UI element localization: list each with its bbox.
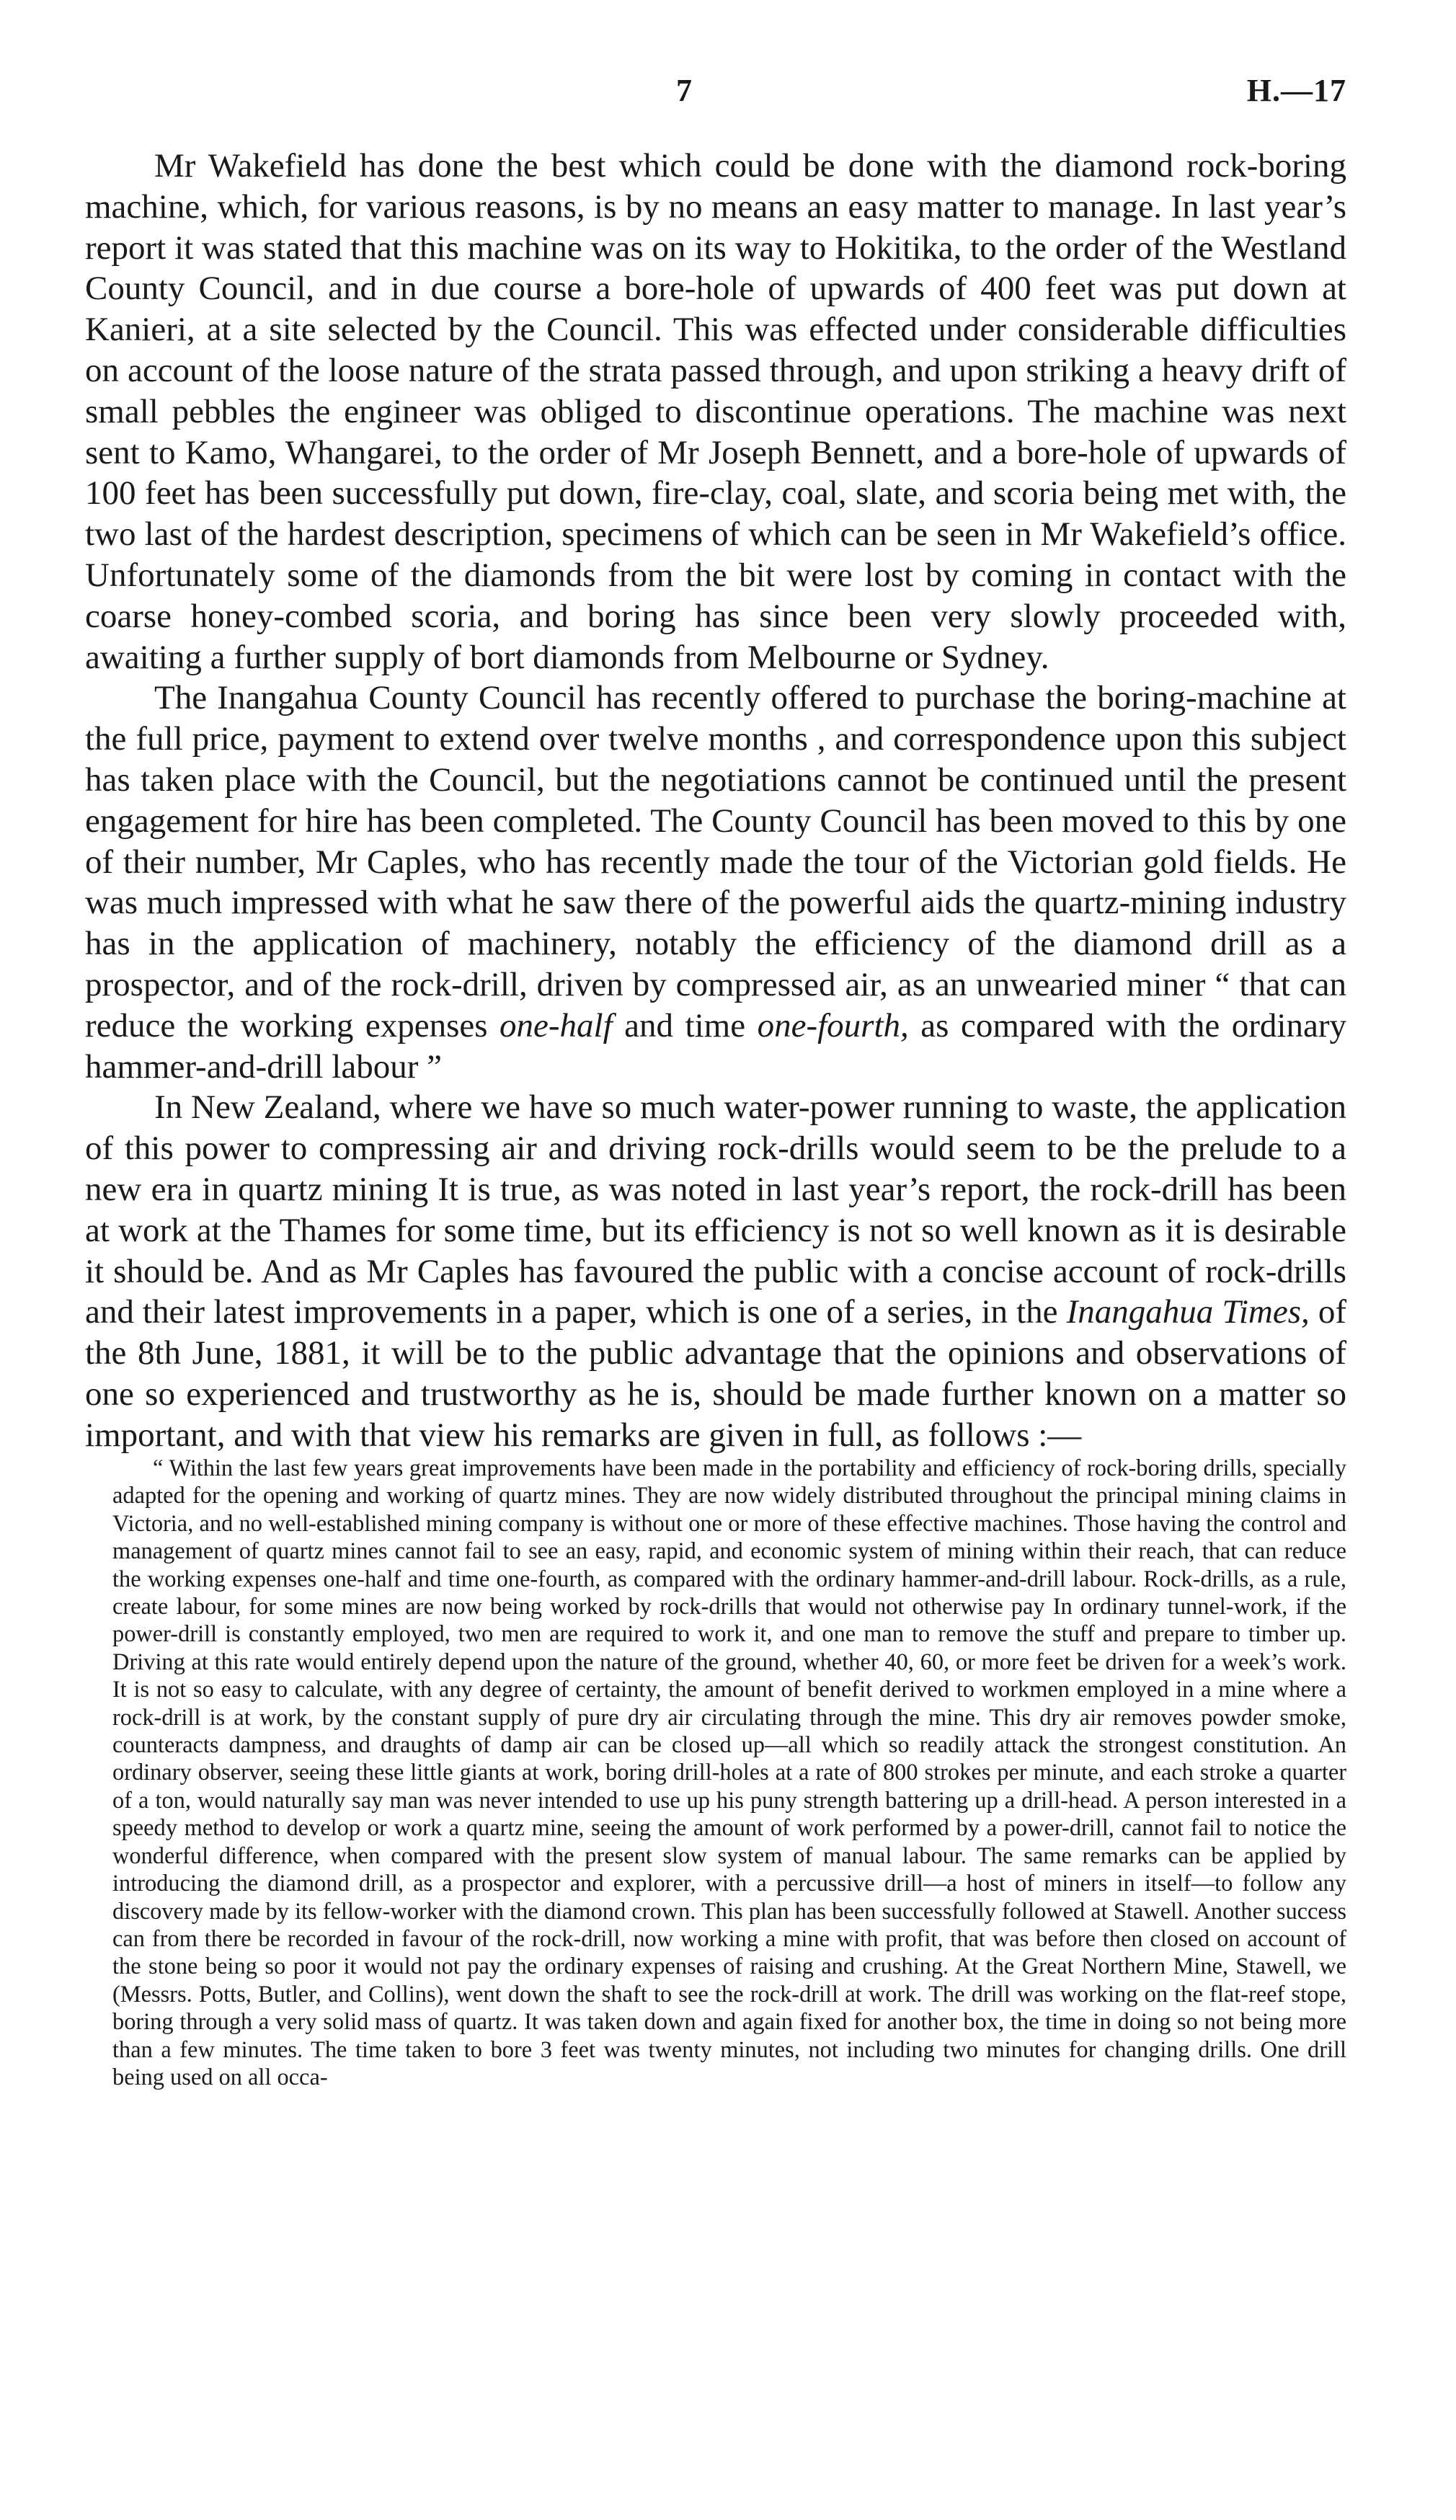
paragraph-text: and time <box>612 1006 758 1044</box>
document-page <box>85 0 1346 2520</box>
newspaper-title: Inangahua Times, <box>1066 1293 1310 1331</box>
italic-phrase: one-half <box>500 1006 613 1044</box>
main-body-text <box>85 146 1346 1456</box>
paragraph-text: of the 8th June, 1881, it will be to the public advantage that the opinions and observations of one so experienced and trustworthy as he is, should be made further known on a matter so important, and with that view his remarks are given in full, as follows :— <box>85 1293 1346 1454</box>
paragraph-inangahua-council <box>85 678 1346 1087</box>
paragraph-text: as compared with the ordinary hammer-and-drill labour ” <box>85 1006 1346 1086</box>
page-header <box>85 72 1346 115</box>
paragraph-text: The Inangahua County Council has recently offered to purchase the boring-machine at the full price, payment to extend over twelve months , and correspondence upon this subject has taken place with the Council, but the negotiations cannot be continued until the present engagement for hire has been completed. The County Council has been moved to this by one of their number, Mr Caples, who has recently made the tour of the Victorian gold fields. He was much impressed with what he saw there of the powerful aids the quartz-mining industry has in the application of machinery, notably the efficiency of the diamond drill as a prospector, and of the rock-drill, driven by compressed air, as an unwearied miner “ that can reduce the working expenses <box>85 679 1346 1044</box>
paragraph-text: In New Zealand, where we have so much water-power running to waste, the application of this power to compressing air and driving rock-drills would seem to be the prelude to a new era in quartz mining It is true, as was noted in last year’s report, the rock-drill has been at work at the Thames for some time, but its efficiency is not so well known as it is desirable it should be. And as Mr Caples has favoured the public with a concise account of rock-drills and their latest improvements in a paper, which is one of a series, in the <box>85 1088 1346 1331</box>
quoted-remarks <box>112 1455 1346 2091</box>
italic-phrase: one-fourth, <box>757 1006 909 1044</box>
paragraph-new-zealand <box>85 1087 1346 1455</box>
document-reference: H.—17 <box>1246 73 1346 108</box>
quote-paragraph: “ Within the last few years great improvements have been made in the portability and efficiency of rock-boring drills, specially adapted for the opening and working of quartz mines. They are now widely distributed throughout the principal mining claims in Victoria, and no well-established mining company is without one or more of these effective machines. Those having the control and management of quartz mines cannot fail to see an easy, rapid, and economic system of mining within their reach, that can reduce the working expenses one-half and time one-fourth, as compared with the ordinary hammer-and-drill labour. Rock-drills, as a rule, create labour, for some mines are now being worked by rock-drills that would not otherwise pay In ordinary tunnel-work, if the power-drill is constantly employed, two men are required to work it, and one man to remove the stuff and prepare to timber up. Driving at this rate would entirely depend upon the nature of the ground, whether 40, 60, or more feet be driven for a week’s work. It is not so easy to calculate, with any degree of certainty, the amount of benefit derived to workmen employed in a mine where a rock-drill is at work, by the constant supply of pure dry air circulating through the mine. This dry air removes powder smoke, counteracts dampness, and draughts of damp air can be closed up—all which so readily attack the strongest constitution. An ordinary observer, seeing these little giants at work, boring drill-holes at a rate of 800 strokes per minute, and each stroke a quarter of a ton, would naturally say man was never intended to use up his puny strength battering up a drill-head. A person interested in a speedy method to develop or work a quartz mine, seeing the amount of work performed by a power-drill, cannot fail to notice the wonderful difference, when compared with the present slow system of manual labour. The same remarks can be applied by introducing the diamond drill, as a prospector and explorer, with a percussive drill—a host of miners in itself—to follow any discovery made by its fellow-worker with the diamond crown. This plan has been successfully followed at Stawell. Another success can from there be recorded in favour of the rock-drill, now working a mine with profit, that was before then closed on account of the stone being so poor it would not pay the ordinary expenses of raising and crushing. At the Great Northern Mine, Stawell, we (Messrs. Potts, Butler, and Collins), went down the shaft to see the rock-drill at work. The drill was working on the flat-reef stope, boring through a very solid mass of quartz. It was taken down and again fixed for another box, the time in doing so not being more than a few minutes. The time taken to bore 3 feet was twenty minutes, not including two minutes for changing drills. One drill being used on all occa- <box>112 1455 1346 2090</box>
paragraph-wakefield: Mr Wakefield has done the best which could be done with the diamond rock-boring machine, which, for various reasons, is by no means an easy matter to manage. In last year’s report it was stated that this machine was on its way to Hokitika, to the order of the Westland County Council, and in due course a bore-hole of upwards of 400 feet was put down at Kanieri, at a site selected by the Council. This was effected under considerable difficulties on account of the loose nature of the strata passed through, and upon striking a heavy drift of small pebbles the engineer was obliged to discontinue operations. The machine was next sent to Kamo, Whangarei, to the order of Mr Joseph Bennett, and a bore-hole of upwards of 100 feet has been successfully put down, fire-clay, coal, slate, and scoria being met with, the two last of the hardest description, specimens of which can be seen in Mr Wakefield’s office. Unfortunately some of the diamonds from the bit were lost by coming in contact with the coarse honey-combed scoria, and boring has since been very slowly proceeded with, awaiting a further supply of bort diamonds from Melbourne or Sydney. <box>85 147 1346 676</box>
page-number: 7 <box>676 73 692 108</box>
